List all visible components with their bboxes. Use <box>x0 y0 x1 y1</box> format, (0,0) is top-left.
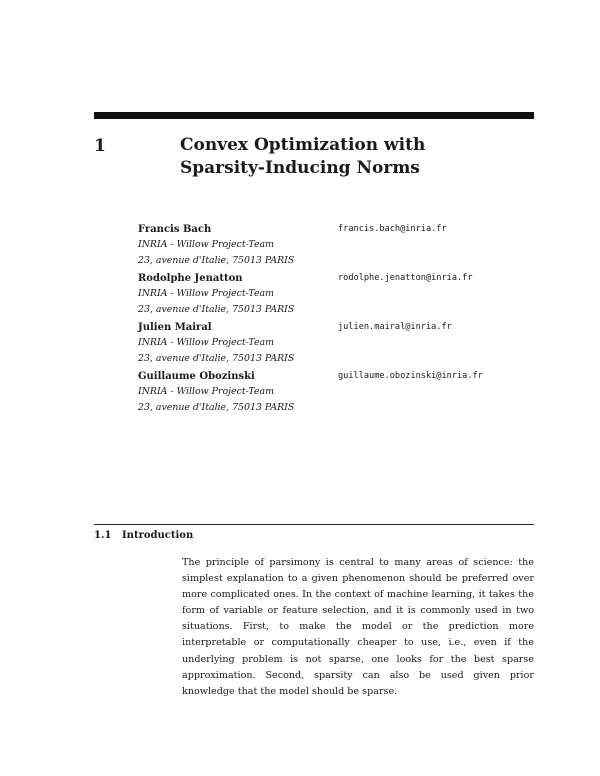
author-email[interactable]: julien.mairal@inria.fr <box>338 322 452 332</box>
author-name: Guillaume Obozinski <box>138 371 255 382</box>
author-block <box>138 320 538 369</box>
author-affiliation: INRIA - Willow Project-Team <box>138 337 274 348</box>
section-rule <box>94 524 534 525</box>
author-address: 23, avenue d'Italie, 75013 PARIS <box>138 255 295 266</box>
author-email[interactable]: francis.bach@inria.fr <box>338 224 447 234</box>
author-email[interactable]: rodolphe.jenatton@inria.fr <box>338 273 473 283</box>
author-name: Francis Bach <box>138 224 212 235</box>
author-block <box>138 271 538 320</box>
chapter-title-line-2: Sparsity-Inducing Norms <box>180 158 420 178</box>
author-address: 23, avenue d'Italie, 75013 PARIS <box>138 353 295 364</box>
author-name: Julien Mairal <box>138 322 212 333</box>
author-affiliation: INRIA - Willow Project-Team <box>138 288 274 299</box>
chapter-top-rule <box>94 112 534 119</box>
author-block <box>138 222 538 271</box>
section-title: Introduction <box>122 530 194 541</box>
intro-paragraph: The principle of parsimony is central to many areas of science: the simplest explanation to a given phenomenon should be preferred over more complicated ones. In the context of machine learning, it takes the form of variable or feature selection, and it is commonly used in two situations. First, to make the model or the prediction more interpretable or computationally cheaper to use, i.e., even if the underlying problem is not sparse, one looks for the best sparse approximation. Second, sparsity can also be used given prior knowledge that the model should be sparse. <box>182 557 534 697</box>
chapter-title-line-1: Convex Optimization with <box>180 135 426 155</box>
author-address: 23, avenue d'Italie, 75013 PARIS <box>138 304 295 315</box>
author-email[interactable]: guillaume.obozinski@inria.fr <box>338 371 483 381</box>
section-heading <box>94 529 193 543</box>
author-block <box>138 369 538 418</box>
author-address: 23, avenue d'Italie, 75013 PARIS <box>138 402 295 413</box>
author-affiliation: INRIA - Willow Project-Team <box>138 239 274 250</box>
chapter-number: 1 <box>94 136 106 156</box>
chapter-title <box>180 134 540 180</box>
author-affiliation: INRIA - Willow Project-Team <box>138 386 274 397</box>
author-list <box>138 222 538 418</box>
section-number: 1.1 <box>94 530 112 541</box>
author-name: Rodolphe Jenatton <box>138 273 243 284</box>
